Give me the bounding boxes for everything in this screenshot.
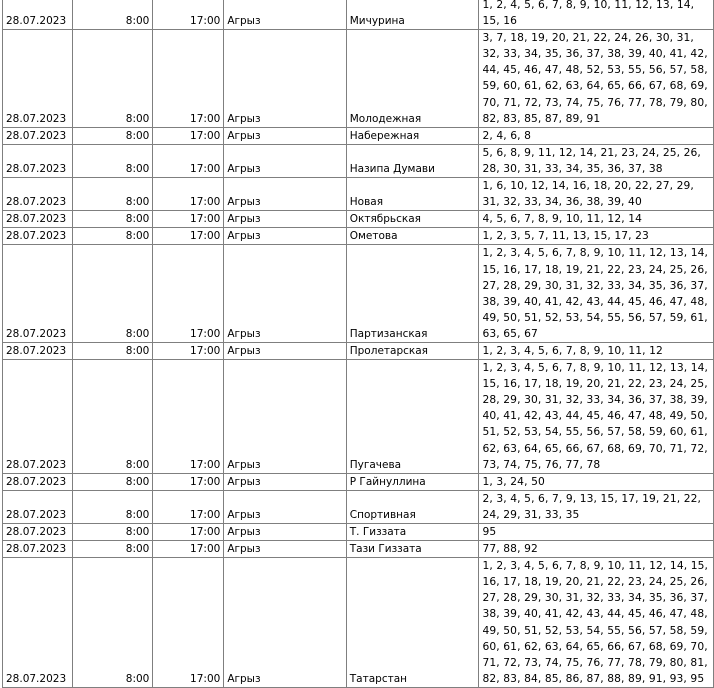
end-time-cell: 17:00 <box>153 30 224 128</box>
start-time-cell: 8:00 <box>72 245 152 343</box>
end-time-cell: 17:00 <box>153 127 224 144</box>
city-cell: Агрыз <box>224 245 346 343</box>
city-cell: Агрыз <box>224 178 346 211</box>
street-cell: Назипа Думави <box>346 144 479 177</box>
end-time-cell: 17:00 <box>153 0 224 30</box>
city-cell: Агрыз <box>224 558 346 688</box>
street-cell: Молодежная <box>346 30 479 128</box>
city-cell: Агрыз <box>224 473 346 490</box>
date-cell: 28.07.2023 <box>3 30 73 128</box>
date-cell: 28.07.2023 <box>3 211 73 228</box>
house-numbers-cell: 1, 2, 3, 4, 5, 6, 7, 8, 9, 10, 11, 12, 13, 14, 15, 16, 17, 18, 19, 20, 21, 22, 23, 24, 25, 28, 29, 30, 31, 32, 33, 34, 36, 37, 38, 39, 40, 41, 42, 43, 44, 45, 46, 47, 48, 49, 50, 51, 52, 53, 54, 55, 56, 57, 58, 59, 60, 61, 62, 63, 64, 65, 66, 67, 68, 69, 70, 71, 72, 73, 74, 75, 76, 77, 78 <box>479 360 714 474</box>
date-cell: 28.07.2023 <box>3 558 73 688</box>
start-time-cell: 8:00 <box>72 360 152 474</box>
outage-schedule-table <box>2 0 714 688</box>
table-row <box>3 342 714 359</box>
date-cell: 28.07.2023 <box>3 0 73 30</box>
house-numbers-cell: 5, 6, 8, 9, 11, 12, 14, 21, 23, 24, 25, 26, 28, 30, 31, 33, 34, 35, 36, 37, 38 <box>479 144 714 177</box>
start-time-cell: 8:00 <box>72 178 152 211</box>
start-time-cell: 8:00 <box>72 228 152 245</box>
street-cell: Набережная <box>346 127 479 144</box>
table-row <box>3 30 714 128</box>
street-cell: Октябрьская <box>346 211 479 228</box>
table-row <box>3 127 714 144</box>
date-cell: 28.07.2023 <box>3 245 73 343</box>
table-row <box>3 0 714 30</box>
house-numbers-cell: 2, 3, 4, 5, 6, 7, 9, 13, 15, 17, 19, 21, 22, 24, 29, 31, 33, 35 <box>479 490 714 523</box>
start-time-cell: 8:00 <box>72 127 152 144</box>
house-numbers-cell: 2, 4, 6, 8 <box>479 127 714 144</box>
end-time-cell: 17:00 <box>153 360 224 474</box>
street-cell: Новая <box>346 178 479 211</box>
city-cell: Агрыз <box>224 228 346 245</box>
date-cell: 28.07.2023 <box>3 541 73 558</box>
table-row <box>3 144 714 177</box>
end-time-cell: 17:00 <box>153 178 224 211</box>
table-row <box>3 473 714 490</box>
date-cell: 28.07.2023 <box>3 490 73 523</box>
street-cell: Спортивная <box>346 490 479 523</box>
house-numbers-cell: 1, 3, 24, 50 <box>479 473 714 490</box>
end-time-cell: 17:00 <box>153 228 224 245</box>
end-time-cell: 17:00 <box>153 245 224 343</box>
table-row <box>3 524 714 541</box>
date-cell: 28.07.2023 <box>3 360 73 474</box>
end-time-cell: 17:00 <box>153 144 224 177</box>
start-time-cell: 8:00 <box>72 541 152 558</box>
start-time-cell: 8:00 <box>72 473 152 490</box>
table-row <box>3 228 714 245</box>
date-cell: 28.07.2023 <box>3 228 73 245</box>
city-cell: Агрыз <box>224 524 346 541</box>
street-cell: Тази Гиззата <box>346 541 479 558</box>
house-numbers-cell: 95 <box>479 524 714 541</box>
table-row <box>3 245 714 343</box>
end-time-cell: 17:00 <box>153 490 224 523</box>
city-cell: Агрыз <box>224 360 346 474</box>
start-time-cell: 8:00 <box>72 524 152 541</box>
house-numbers-cell: 1, 2, 3, 5, 7, 11, 13, 15, 17, 23 <box>479 228 714 245</box>
table-row <box>3 558 714 688</box>
start-time-cell: 8:00 <box>72 0 152 30</box>
street-cell: Татарстан <box>346 558 479 688</box>
table-row <box>3 490 714 523</box>
street-cell: Р Гайнуллина <box>346 473 479 490</box>
end-time-cell: 17:00 <box>153 558 224 688</box>
house-numbers-cell: 4, 5, 6, 7, 8, 9, 10, 11, 12, 14 <box>479 211 714 228</box>
date-cell: 28.07.2023 <box>3 524 73 541</box>
city-cell: Агрыз <box>224 127 346 144</box>
date-cell: 28.07.2023 <box>3 342 73 359</box>
street-cell: Мичурина <box>346 0 479 30</box>
start-time-cell: 8:00 <box>72 30 152 128</box>
start-time-cell: 8:00 <box>72 342 152 359</box>
date-cell: 28.07.2023 <box>3 144 73 177</box>
end-time-cell: 17:00 <box>153 473 224 490</box>
date-cell: 28.07.2023 <box>3 178 73 211</box>
city-cell: Агрыз <box>224 144 346 177</box>
city-cell: Агрыз <box>224 211 346 228</box>
city-cell: Агрыз <box>224 30 346 128</box>
table-row <box>3 541 714 558</box>
street-cell: Пугачева <box>346 360 479 474</box>
start-time-cell: 8:00 <box>72 211 152 228</box>
end-time-cell: 17:00 <box>153 211 224 228</box>
start-time-cell: 8:00 <box>72 558 152 688</box>
date-cell: 28.07.2023 <box>3 127 73 144</box>
date-cell: 28.07.2023 <box>3 473 73 490</box>
start-time-cell: 8:00 <box>72 144 152 177</box>
table-row <box>3 211 714 228</box>
street-cell: Т. Гиззата <box>346 524 479 541</box>
street-cell: Ометова <box>346 228 479 245</box>
end-time-cell: 17:00 <box>153 524 224 541</box>
house-numbers-cell: 1, 2, 3, 4, 5, 6, 7, 8, 9, 10, 11, 12 <box>479 342 714 359</box>
street-cell: Партизанская <box>346 245 479 343</box>
start-time-cell: 8:00 <box>72 490 152 523</box>
table-row <box>3 360 714 474</box>
city-cell: Агрыз <box>224 342 346 359</box>
city-cell: Агрыз <box>224 0 346 30</box>
city-cell: Агрыз <box>224 541 346 558</box>
house-numbers-cell: 1, 2, 3, 4, 5, 6, 7, 8, 9, 10, 11, 12, 14, 15, 16, 17, 18, 19, 20, 21, 22, 23, 24, 25, 26, 27, 28, 29, 30, 31, 32, 33, 34, 35, 36, 37, 38, 39, 40, 41, 42, 43, 44, 45, 46, 47, 48, 49, 50, 51, 52, 53, 54, 55, 56, 57, 58, 59, 60, 61, 62, 63, 64, 65, 66, 67, 68, 69, 70, 71, 72, 73, 74, 75, 76, 77, 78, 79, 80, 81, 82, 83, 84, 85, 86, 87, 88, 89, 91, 93, 95 <box>479 558 714 688</box>
house-numbers-cell: 1, 6, 10, 12, 14, 16, 18, 20, 22, 27, 29, 31, 32, 33, 34, 36, 38, 39, 40 <box>479 178 714 211</box>
table-row <box>3 178 714 211</box>
house-numbers-cell: 1, 2, 3, 4, 5, 6, 7, 8, 9, 10, 11, 12, 13, 14, 15, 16, 17, 18, 19, 21, 22, 23, 24, 25, 26, 27, 28, 29, 30, 31, 32, 33, 34, 35, 36, 37, 38, 39, 40, 41, 42, 43, 44, 45, 46, 47, 48, 49, 50, 51, 52, 53, 54, 55, 56, 57, 59, 61, 63, 65, 67 <box>479 245 714 343</box>
house-numbers-cell: 1, 2, 4, 5, 6, 7, 8, 9, 10, 11, 12, 13, 14, 15, 16 <box>479 0 714 30</box>
street-cell: Пролетарская <box>346 342 479 359</box>
house-numbers-cell: 77, 88, 92 <box>479 541 714 558</box>
city-cell: Агрыз <box>224 490 346 523</box>
end-time-cell: 17:00 <box>153 342 224 359</box>
house-numbers-cell: 3, 7, 18, 19, 20, 21, 22, 24, 26, 30, 31, 32, 33, 34, 35, 36, 37, 38, 39, 40, 41, 42, 44, 45, 46, 47, 48, 52, 53, 55, 56, 57, 58, 59, 60, 61, 62, 63, 64, 65, 66, 67, 68, 69, 70, 71, 72, 73, 74, 75, 76, 77, 78, 79, 80, 82, 83, 85, 87, 89, 91 <box>479 30 714 128</box>
outage-schedule-body <box>3 0 714 687</box>
end-time-cell: 17:00 <box>153 541 224 558</box>
